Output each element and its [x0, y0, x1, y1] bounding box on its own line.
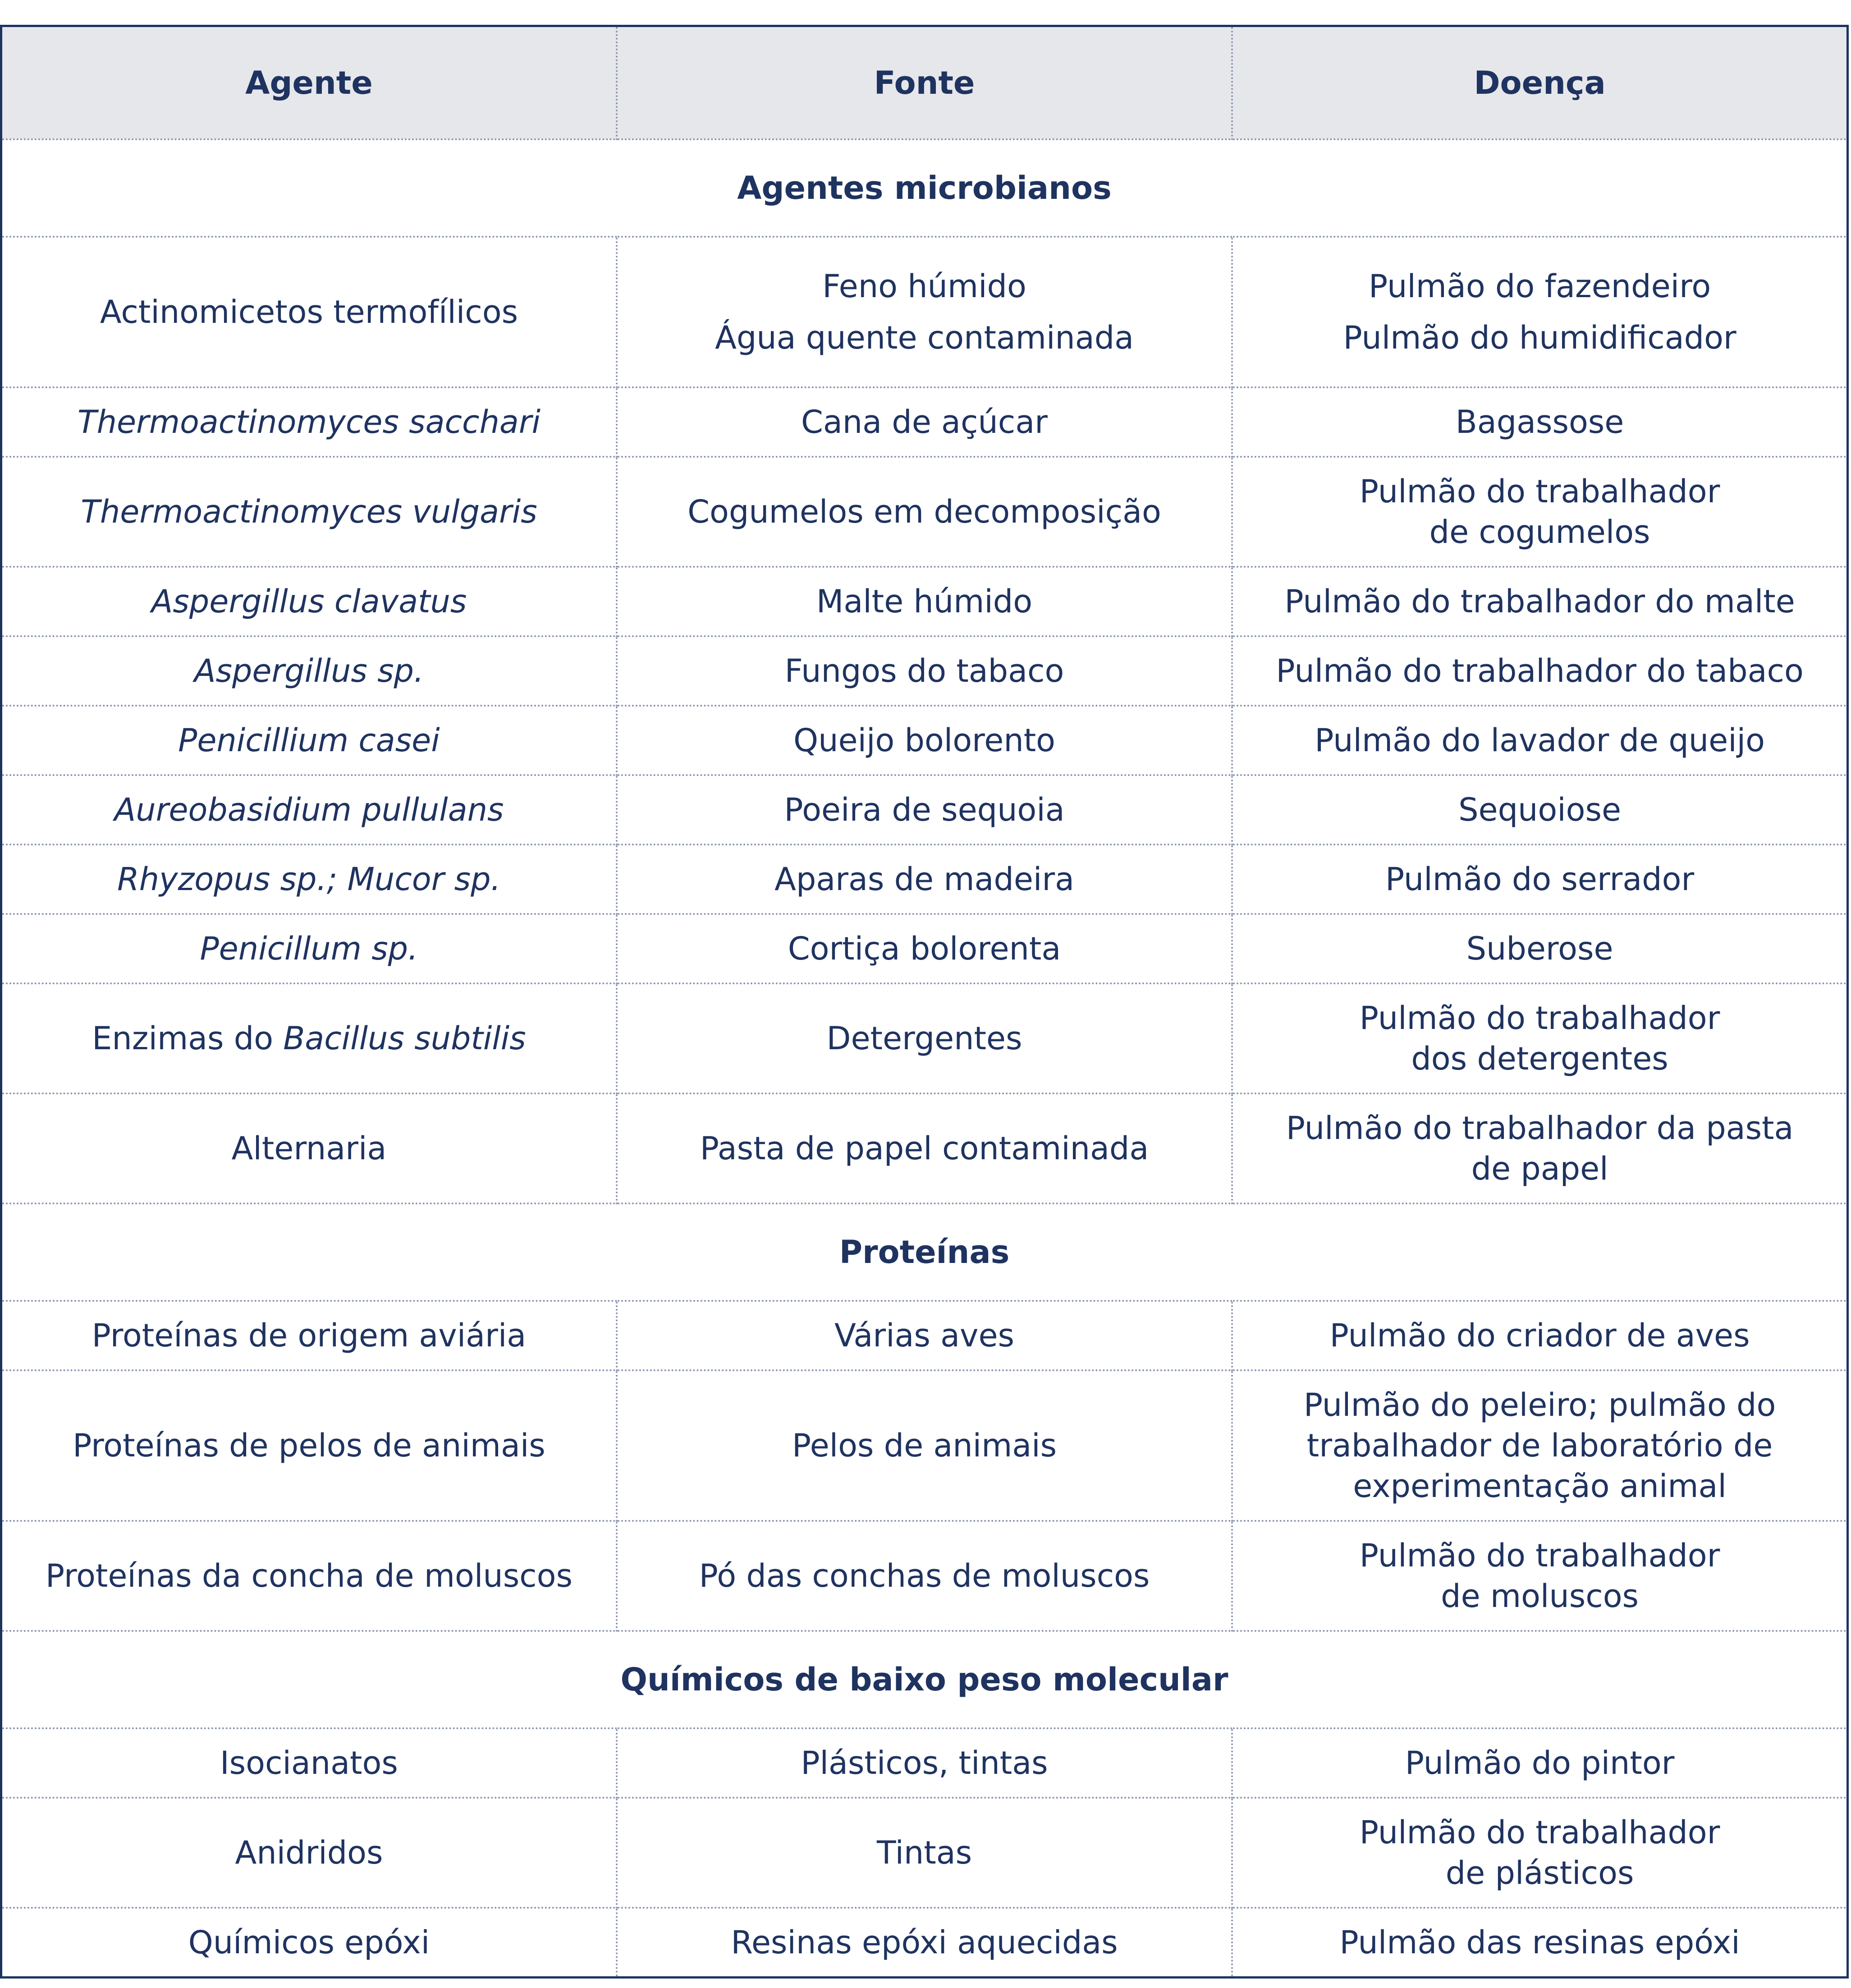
source-line: Água quente contaminada [715, 319, 1134, 356]
section-title-microbial: Agentes microbianos [1, 139, 1848, 237]
section-title-chemicals: Químicos de baixo peso molecular [1, 1631, 1848, 1728]
agent-cell: Químicos epóxi [1, 1908, 617, 1978]
agent-cell: Penicillum sp. [1, 914, 617, 983]
disease-line: trabalhador de laboratório de [1306, 1427, 1773, 1464]
agent-cell: Aspergillus clavatus [1, 567, 617, 636]
header-disease: Doença [1232, 26, 1847, 140]
agent-cell: Proteínas da concha de moluscos [1, 1521, 617, 1631]
source-cell: Várias aves [617, 1301, 1232, 1370]
table-row [1, 1093, 1848, 1203]
table-row [1, 457, 1848, 567]
disease-cell: Pulmão do trabalhador do malte [1232, 567, 1847, 636]
agent-cell: Rhyzopus sp.; Mucor sp. [1, 845, 617, 914]
source-cell: Malte húmido [617, 567, 1232, 636]
agent-cell: Proteínas de origem aviária [1, 1301, 617, 1370]
header-agent: Agente [1, 26, 617, 140]
disease-cell [1232, 1798, 1847, 1908]
table-row [1, 567, 1848, 636]
disease-cell: Suberose [1232, 914, 1847, 983]
source-cell: Pó das conchas de moluscos [617, 1521, 1232, 1631]
source-cell: Cogumelos em decomposição [617, 457, 1232, 567]
table-row [1, 1798, 1848, 1908]
disease-line: Pulmão do trabalhador [1359, 1814, 1720, 1851]
source-cell: Pasta de papel contaminada [617, 1093, 1232, 1203]
disease-line: Pulmão do peleiro; pulmão do [1303, 1387, 1776, 1423]
disease-line: de cogumelos [1429, 514, 1650, 551]
source-cell: Plásticos, tintas [617, 1728, 1232, 1798]
source-cell: Cana de açúcar [617, 387, 1232, 457]
source-line: Feno húmido [822, 268, 1026, 305]
table-row [1, 914, 1848, 983]
source-cell: Queijo bolorento [617, 706, 1232, 775]
table-row [1, 1301, 1848, 1370]
disease-cell [1232, 983, 1847, 1093]
source-cell: Cortiça bolorenta [617, 914, 1232, 983]
header-source: Fonte [617, 26, 1232, 140]
source-cell: Fungos do tabaco [617, 636, 1232, 706]
source-cell: Resinas epóxi aquecidas [617, 1908, 1232, 1978]
disease-cell: Pulmão do serrador [1232, 845, 1847, 914]
source-cell: Tintas [617, 1798, 1232, 1908]
agent-cell: Aspergillus sp. [1, 636, 617, 706]
agent-species: Bacillus subtilis [283, 1020, 526, 1057]
disease-line: Pulmão do trabalhador [1359, 473, 1720, 510]
disease-line: de moluscos [1441, 1578, 1639, 1615]
table-row [1, 1908, 1848, 1978]
table-row [1, 1728, 1848, 1798]
table-row [1, 706, 1848, 775]
section-title-proteins: Proteínas [1, 1203, 1848, 1301]
table-container [0, 25, 1849, 1979]
table-row [1, 775, 1848, 845]
agent-cell [1, 983, 617, 1093]
source-cell: Pelos de animais [617, 1370, 1232, 1521]
disease-line: dos detergentes [1411, 1040, 1668, 1077]
disease-cell: Pulmão do trabalhador do tabaco [1232, 636, 1847, 706]
section-row [1, 1631, 1848, 1728]
disease-cell [1232, 237, 1847, 387]
table-row [1, 983, 1848, 1093]
disease-line: Pulmão do fazendeiro [1368, 268, 1711, 305]
table-row [1, 636, 1848, 706]
agent-cell: Penicillium casei [1, 706, 617, 775]
source-cell [617, 237, 1232, 387]
agent-cell: Actinomicetos termofílicos [1, 237, 617, 387]
table-row [1, 387, 1848, 457]
disease-agent-table [0, 25, 1849, 1979]
agent-cell: Thermoactinomyces sacchari [1, 387, 617, 457]
disease-cell: Pulmão das resinas epóxi [1232, 1908, 1847, 1978]
disease-cell: Pulmão do lavador de queijo [1232, 706, 1847, 775]
disease-line: Pulmão do humidificador [1343, 319, 1736, 356]
disease-line: Pulmão do trabalhador [1359, 1000, 1720, 1037]
agent-cell: Thermoactinomyces vulgaris [1, 457, 617, 567]
agent-cell: Alternaria [1, 1093, 617, 1203]
disease-line: de papel [1471, 1150, 1608, 1187]
table-row [1, 1370, 1848, 1521]
disease-cell [1232, 457, 1847, 567]
disease-line: Pulmão do trabalhador [1359, 1537, 1720, 1574]
source-cell: Aparas de madeira [617, 845, 1232, 914]
agent-cell: Proteínas de pelos de animais [1, 1370, 617, 1521]
disease-cell: Pulmão do criador de aves [1232, 1301, 1847, 1370]
source-cell: Poeira de sequoia [617, 775, 1232, 845]
agent-prefix: Enzimas do [92, 1020, 284, 1057]
section-row [1, 1203, 1848, 1301]
source-cell: Detergentes [617, 983, 1232, 1093]
disease-cell: Pulmão do pintor [1232, 1728, 1847, 1798]
disease-cell: Bagassose [1232, 387, 1847, 457]
agent-cell: Isocianatos [1, 1728, 617, 1798]
disease-cell [1232, 1370, 1847, 1521]
section-row [1, 139, 1848, 237]
table-row [1, 237, 1848, 387]
disease-cell [1232, 1093, 1847, 1203]
table-row [1, 1521, 1848, 1631]
agent-cell: Anidridos [1, 1798, 617, 1908]
disease-cell: Sequoiose [1232, 775, 1847, 845]
disease-line: de plásticos [1445, 1855, 1634, 1892]
disease-line: Pulmão do trabalhador da pasta [1286, 1110, 1794, 1147]
header-row [1, 26, 1848, 140]
agent-cell: Aureobasidium pullulans [1, 775, 617, 845]
table-row [1, 845, 1848, 914]
disease-cell [1232, 1521, 1847, 1631]
disease-line: experimentação animal [1353, 1468, 1727, 1505]
